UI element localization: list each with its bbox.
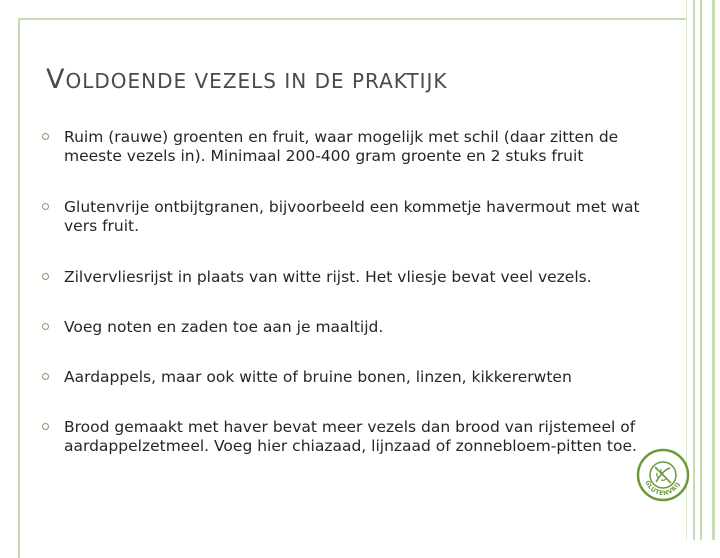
bullet-text: Zilvervliesrijst in plaats van witte rijst. Het vliesje bevat veel vezels. <box>64 268 592 286</box>
list-item <box>42 368 682 387</box>
list-item <box>42 268 682 287</box>
bullet-text: Aardappels, maar ook witte of bruine bonen, linzen, kikkererwten <box>64 368 572 386</box>
slide-title <box>46 64 666 95</box>
bullet-icon <box>42 373 49 380</box>
bullet-text: Glutenvrije ontbijtgranen, bijvoorbeeld een kommetje havermout met wat vers fruit. <box>64 198 640 235</box>
title-rest: OLDOENDE VEZELS IN DE PRAKTIJK <box>65 69 448 93</box>
frame-line <box>693 0 695 540</box>
bullet-text: Brood gemaakt met haver bevat meer vezels dan brood van rijstemeel of aardappelzetmeel. Voeg hier chiazaad, lijnzaad of zonnebloem-pitten toe. <box>64 418 637 455</box>
title-initial: V <box>46 64 66 95</box>
svg-text:GLUTENVRIJ: GLUTENVRIJ <box>643 479 682 498</box>
gluten-free-badge-icon <box>636 448 690 502</box>
bullet-icon <box>42 323 49 330</box>
list-item <box>42 418 682 456</box>
frame-line <box>700 0 702 540</box>
bullet-icon <box>42 423 49 430</box>
list-item <box>42 128 682 166</box>
bullet-text: Voeg noten en zaden toe aan je maaltijd. <box>64 318 384 336</box>
bullet-icon <box>42 133 49 140</box>
list-item <box>42 198 682 236</box>
frame-line <box>712 0 715 540</box>
bullet-icon <box>42 273 49 280</box>
bullet-text: Ruim (rauwe) groenten en fruit, waar mogelijk met schil (daar zitten de meeste vezels in). Minimaal 200-400 gram groente en 2 stuks fruit <box>64 128 619 165</box>
bullet-list <box>42 128 682 456</box>
bullet-icon <box>42 203 49 210</box>
list-item <box>42 318 682 337</box>
